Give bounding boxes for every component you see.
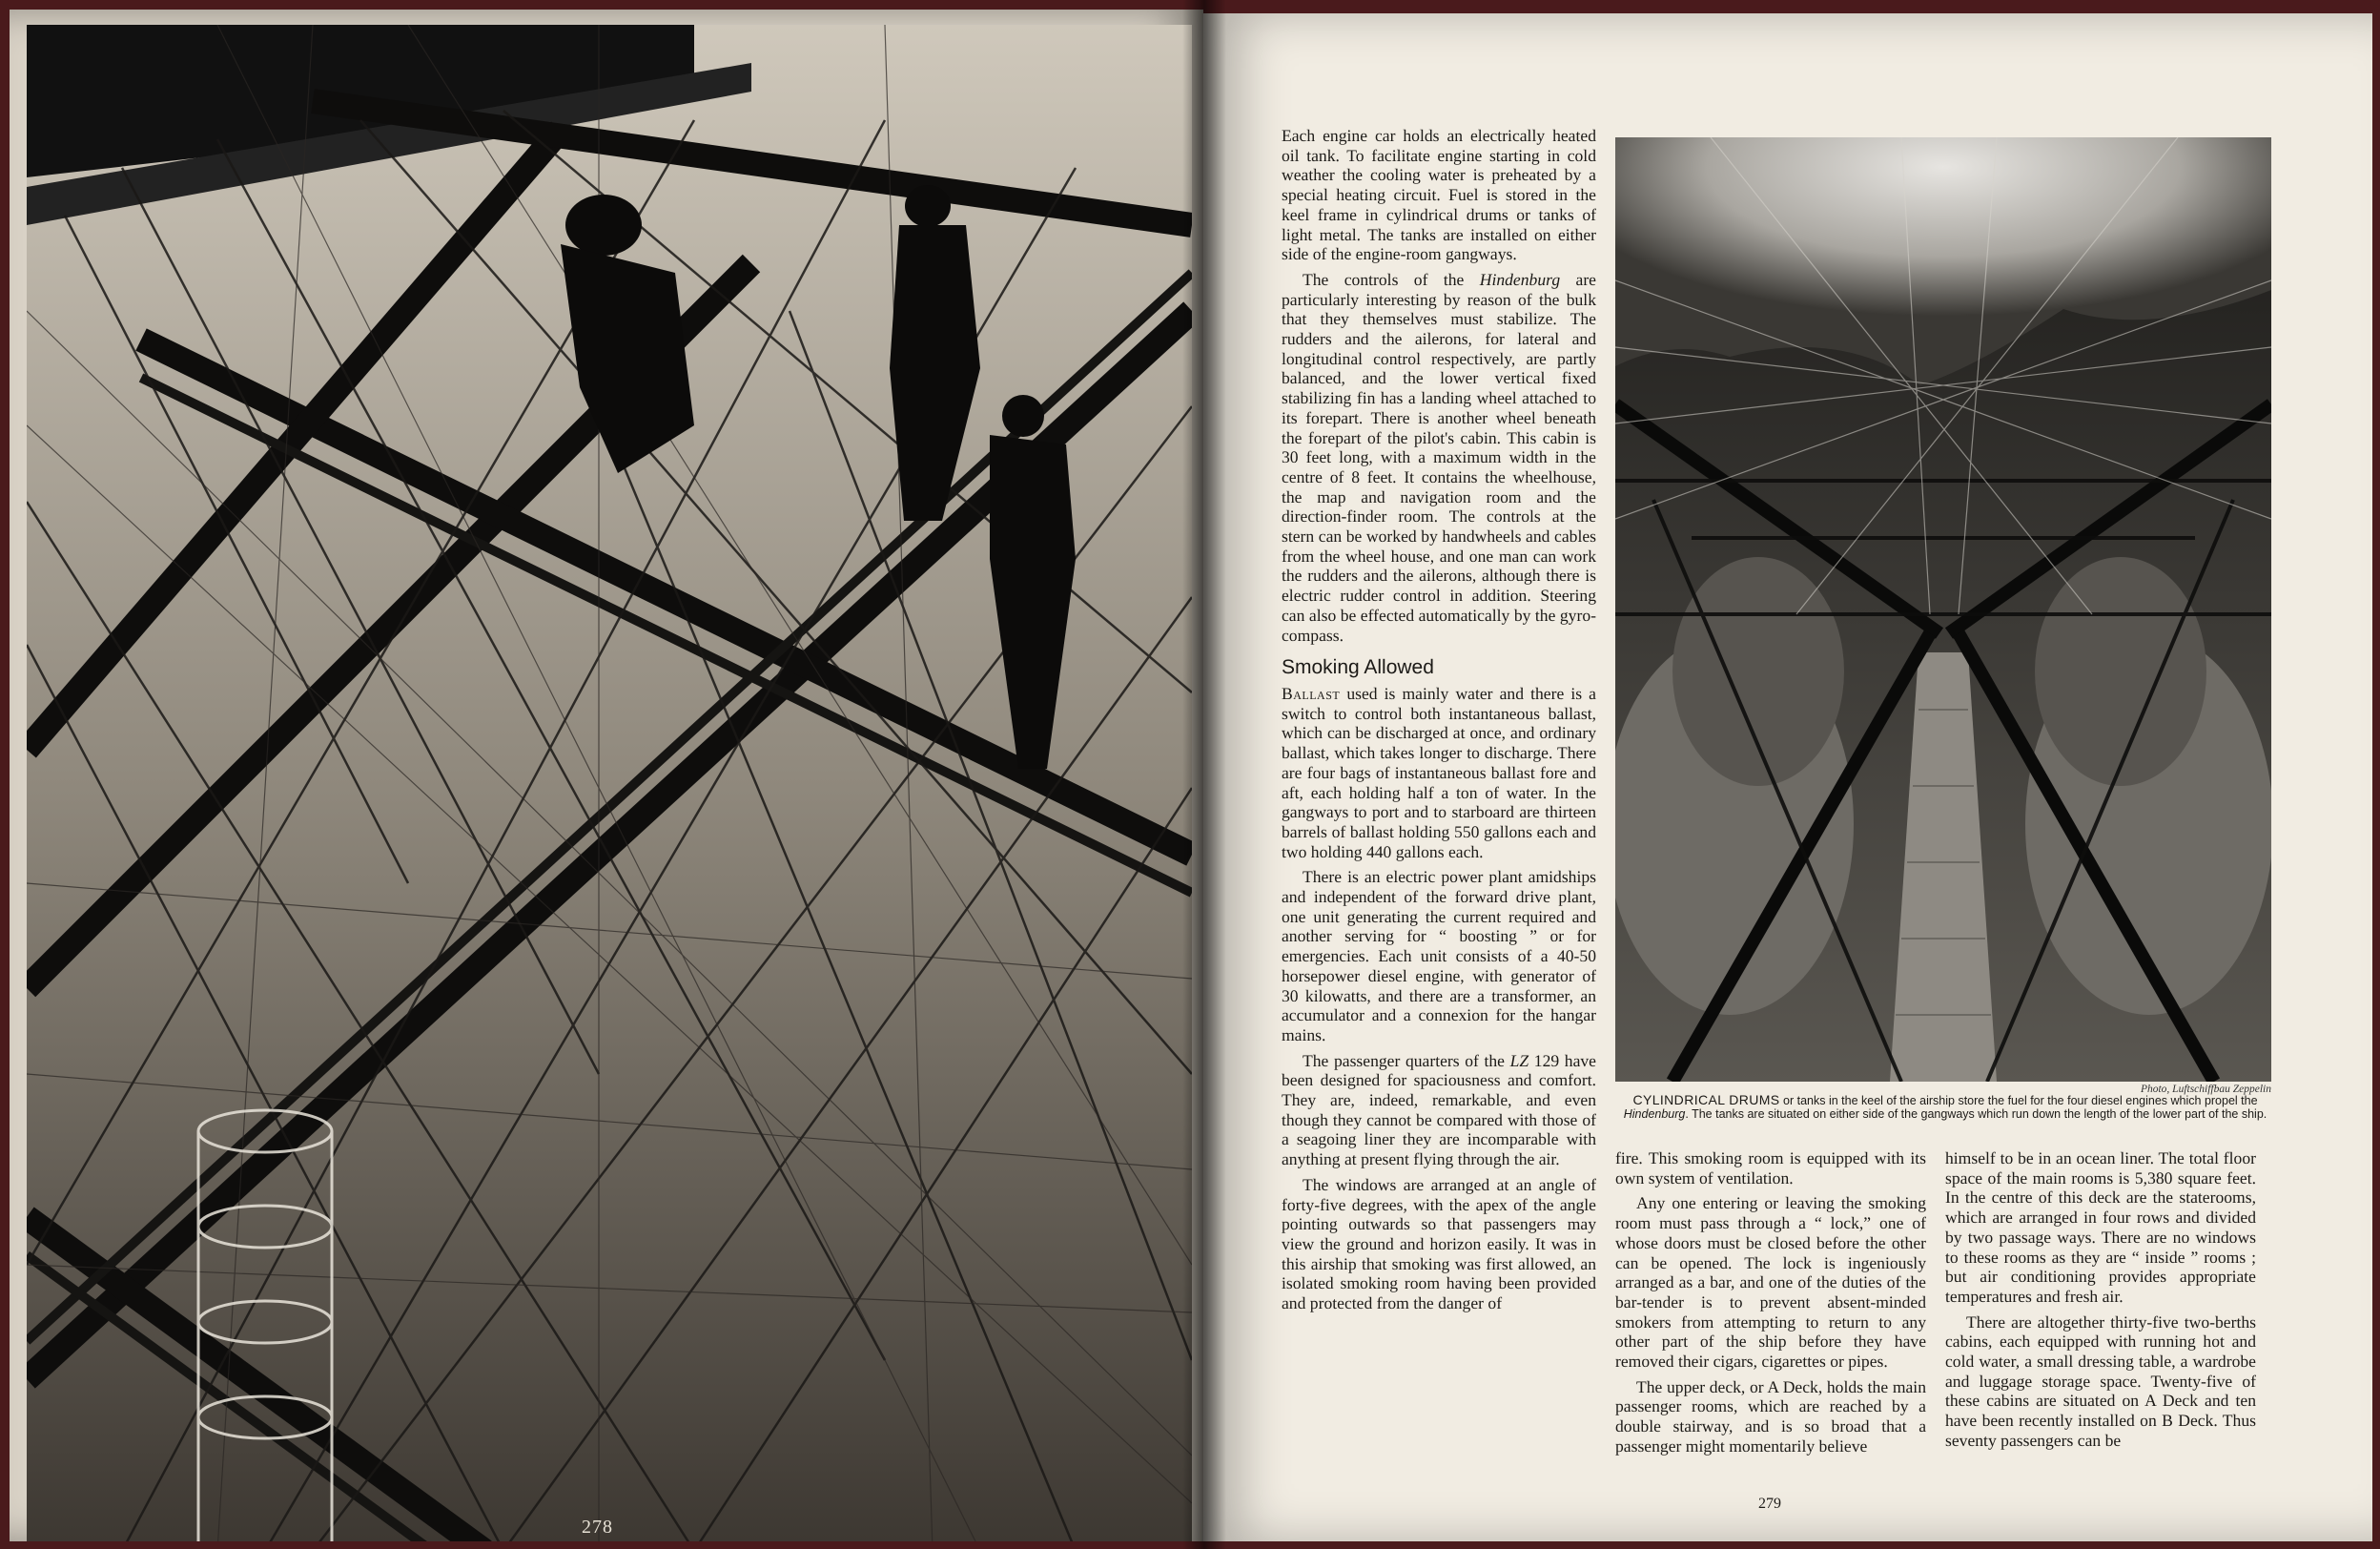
text-column-3: [1945, 1148, 2256, 1456]
right-page: [1203, 13, 2372, 1541]
paragraph: There is an electric power plant amidships and independent of the forward drive plant, one unit generating the current required and another serving for “ boosting ” or for emergencies. Each unit consists of a 40-50 horsepower diesel engine, with generator of 30 kilowatts, and there are a transformer, an accumulator and a connexion for the hangar mains.: [1282, 867, 1596, 1044]
photo-credit: Photo, Luftschiffbau Zeppelin: [2140, 1084, 2271, 1095]
paragraph: There are altogether thirty-five two-berths cabins, each equipped with running hot and cold water, a small dressing table, a wardrobe and luggage storage space. Twenty-five of these cabins are situated on A Deck and ten have been recently installed on B Deck. Thus seventy passengers can be: [1945, 1311, 2256, 1450]
paragraph: The passenger quarters of the LZ 129 have been designed for spaciousness and comfort. They are, indeed, remarkable, and even though they cannot be compared with those of a seagoing liner they are incomparable with anything at present flying through the air.: [1282, 1050, 1596, 1169]
photo-caption: CYLINDRICAL DRUMS or tanks in the keel of the airship store the fuel for the four diesel engines which propel the Hindenburg. The tanks are situated on either side of the gangways which run down the length of the lower part of the ship.: [1623, 1092, 2267, 1121]
section-heading: Smoking Allowed: [1282, 656, 1434, 679]
text-column-2: [1615, 1148, 1926, 1462]
keel-interior-illustration: [1615, 137, 2271, 1082]
paragraph: Any one entering or leaving the smoking room must pass through a “ lock,” one of whose doors must be closed before the other can be opened. The lock is ingeniously arranged as a bar, and one of the duties of the bar-tender is to prevent absent-minded smokers from attempting to return to any other part of the ship before they have removed their cigars, cigarettes or pipes.: [1615, 1193, 1926, 1372]
left-page: [10, 10, 1203, 1541]
paragraph: The controls of the Hindenburg are particularly interesting by reason of the bulk that they themselves must stabilize. The rudders and the ailerons, for lateral and longitudinal control respectively, are partly balanced, and the lower vertical fixed stabilizing fin has a landing wheel attached to its forepart. There is another wheel beneath the forepart of the pilot's cabin. This cabin is 30 feet long, with a maximum width in the centre of 8 feet. It contains the wheelhouse, the map and navigation room and the direction-finder room. The controls at the stern can be worked by handwheels and cables from the wheel house, and one man can work the rudders and the ailerons, although there is electric rudder control in addition. Steering can also be effected automatically by the gyro-compass.: [1282, 269, 1596, 645]
paragraph: Ballast used is mainly water and there is a switch to control both instantaneous ballast, which can be discharged at once, and ordinary ballast, which takes longer to discharge. There are four bags of instantaneous ballast fore and aft, each holding half a ton of water. In the gangways to port and to starboard are thirteen barrels of ballast holding 550 gallons each and two holding 440 gallons each.: [1282, 683, 1596, 861]
text-column-1: [1282, 126, 1596, 1319]
paragraph: himself to be in an ocean liner. The total floor space of the main rooms is 5,380 square feet. In the centre of this deck are the staterooms, which are arranged in four rows and divided by two passage ways. There are no windows to these rooms as they are “ inside ” rooms ; but air conditioning provides appropriate temperatures and fresh air.: [1945, 1148, 2256, 1306]
paragraph: The upper deck, or A Deck, holds the main passenger rooms, which are reached by a double stairway, and is so broad that a passenger might momentarily believe: [1615, 1376, 1926, 1456]
girder-framework-illustration: [27, 25, 1192, 1541]
paragraph: fire. This smoking room is equipped with its own system of ventilation.: [1615, 1148, 1926, 1188]
page-number-left: 278: [582, 1517, 613, 1538]
paragraph: Each engine car holds an electrically heated oil tank. To facilitate engine starting in cold weather the cooling water is preheated by a special heating circuit. Fuel is stored in the keel frame in cylindrical drums or tanks of light metal. The tanks are installed on either side of the engine-room gangways.: [1282, 126, 1596, 264]
keel-photograph: [1615, 137, 2271, 1082]
page-number-right: 279: [1758, 1496, 1781, 1512]
paragraph: The windows are arranged at an angle of forty-five degrees, with the apex of the angle pointing outwards so that passengers may view the ground and horizon easily. It was in this airship that smoking was first allowed, an isolated smoking room having been provided and protected from the danger of: [1282, 1174, 1596, 1313]
left-page-photograph: [27, 25, 1192, 1541]
